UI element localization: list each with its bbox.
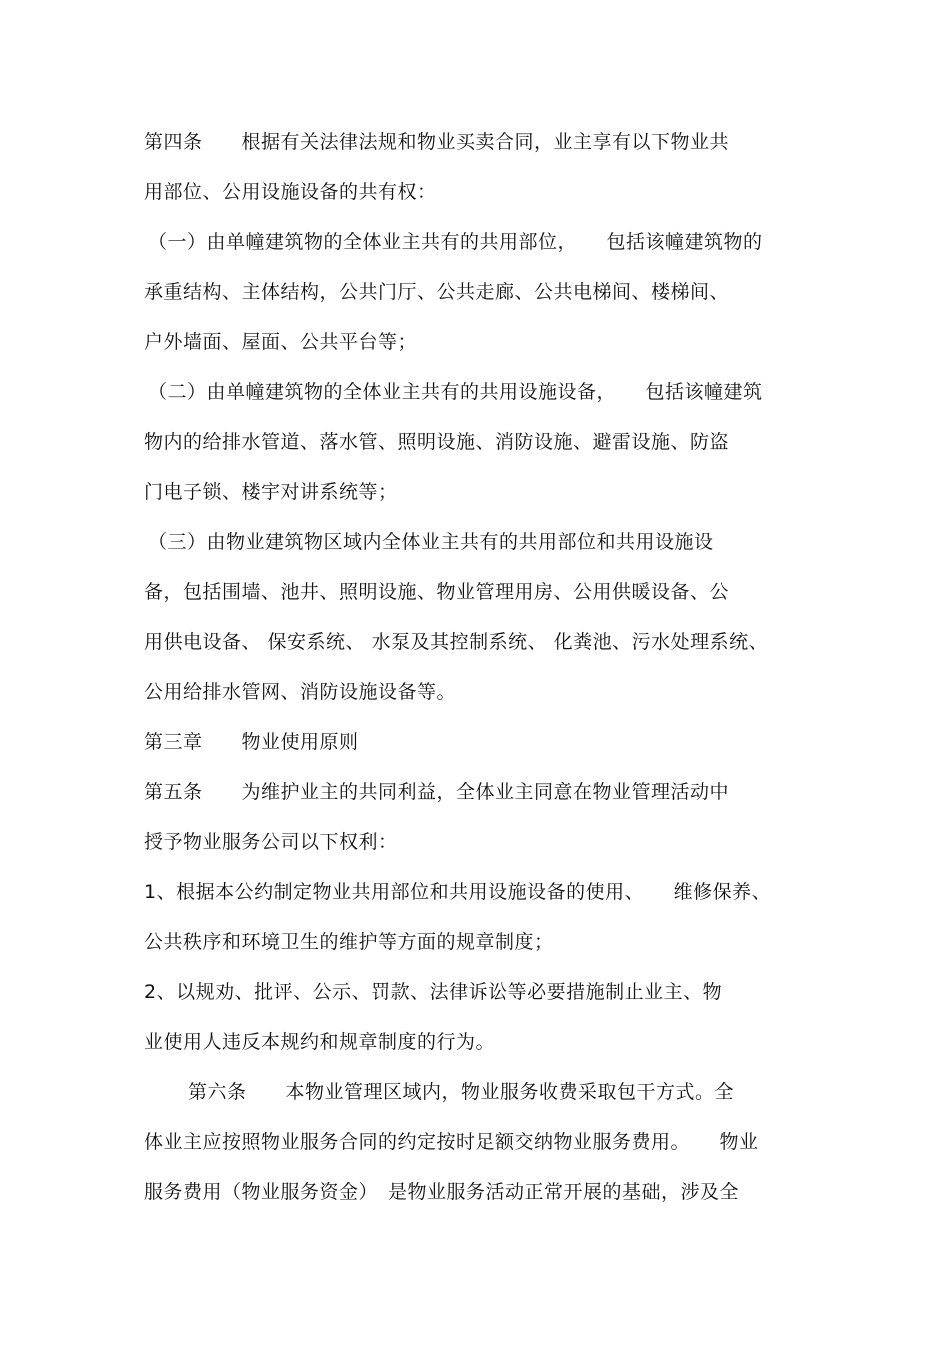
item-3-line-3: 用供电设备、 保安系统、 水泵及其控制系统、 化粪池、污水处理系统、 — [144, 631, 769, 653]
right-1-line-2: 公共秩序和环境卫生的维护等方面的规章制度； — [144, 931, 554, 953]
item-1-line-3: 户外墙面、屋面、公共平台等； — [144, 331, 418, 353]
item-1-line-1: （一）由单幢建筑物的全体业主共有的共用部位， 包括该幢建筑物的 — [148, 231, 763, 253]
chapter-3-heading: 第三章 物业使用原则 — [144, 731, 359, 753]
article-6-line-1: 第六条 本物业管理区域内，物业服务收费采取包干方式。全 — [188, 1081, 735, 1103]
item-3-line-4: 公用给排水管网、消防设施设备等。 — [144, 681, 457, 703]
article-6-line-3: 服务费用（物业服务资金） 是物业服务活动正常开展的基础，涉及全 — [144, 1181, 740, 1203]
right-2-line-1: 2、以规劝、批评、公示、罚款、法律诉讼等必要措施制止业主、物 — [144, 981, 723, 1003]
article-5-line-2: 授予物业服务公司以下权利： — [144, 831, 398, 853]
item-2-line-1: （二）由单幢建筑物的全体业主共有的共用设施设备， 包括该幢建筑 — [148, 381, 763, 403]
item-2-line-3: 门电子锁、楼宇对讲系统等； — [144, 481, 398, 503]
right-2-line-2: 业使用人违反本规约和规章制度的行为。 — [144, 1031, 496, 1053]
article-6-line-2: 体业主应按照物业服务合同的约定按时足额交纳物业服务费用。 物业 — [144, 1131, 759, 1153]
item-1-line-2: 承重结构、主体结构，公共门厅、公共走廊、公共电梯间、楼梯间、 — [144, 281, 730, 303]
item-3-line-1: （三）由物业建筑物区域内全体业主共有的共用部位和共用设施设 — [148, 531, 714, 553]
item-3-line-2: 备，包括围墙、池井、照明设施、物业管理用房、公用供暖设备、公 — [144, 581, 730, 603]
article-4-line-2: 用部位、公用设施设备的共有权： — [144, 181, 437, 203]
right-1-line-1: 1、根据本公约制定物业共用部位和共用设施设备的使用、 维修保养、 — [144, 881, 772, 903]
item-2-line-2: 物内的给排水管道、落水管、照明设施、消防设施、避雷设施、防盗 — [144, 431, 730, 453]
article-5-line-1: 第五条 为维护业主的共同利益，全体业主同意在物业管理活动中 — [144, 781, 730, 803]
article-4-line-1: 第四条 根据有关法律法规和物业买卖合同，业主享有以下物业共 — [144, 131, 730, 153]
